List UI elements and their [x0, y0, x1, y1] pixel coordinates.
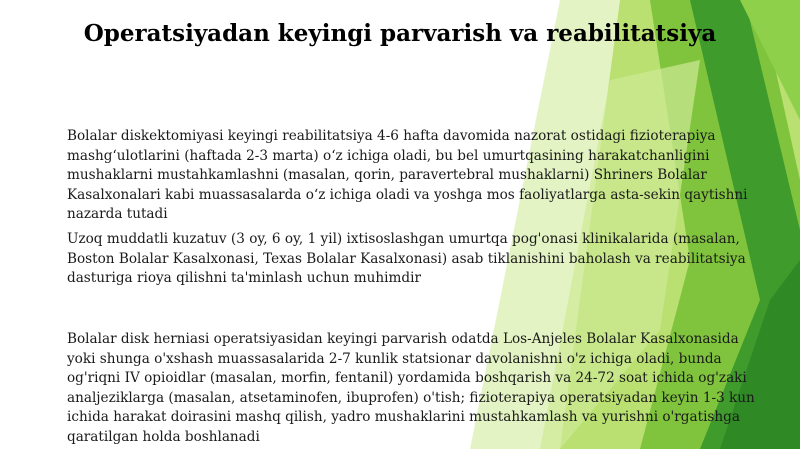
- slide-title: Operatsiyadan keyingi parvarish va reabilitatsiya: [83, 20, 717, 47]
- paragraph-postoperative-care: Bolalar disk herniasi operatsiyasidan keyingi parvarish odatda Los-Anjeles Bolalar Kasalxonasida yoki shunga o'xshash muassasalarida 2-7 kunlik statsionar davolanishni o'z ichiga oladi, bunda og'riqni IV opioidlar (masalan, morfin, fentanil) yordamida boshqarish va 24-72 soat ichida og'zaki analjeziklarga (masalan, atsetaminofen, ibuprofen) o'tish; fizioterapiya operatsiyadan keyin 1-3 kun ichida harakat doirasini mashq qilish, yadro mushaklarini mustahkamlash va yurishni o'rgatishga qaratilgan holda boshlanadi: [67, 331, 755, 445]
- paragraph-follow-up: Uzoq muddatli kuzatuv (3 oy, 6 oy, 1 yil) ixtisoslashgan umurtqa pog'onasi klinikalarida (masalan, Boston Bolalar Kasalxonasi, Texas Bolalar Kasalxonasi) asab tiklanishini baholash va reabilitatsiya dasturiga rioya qilishni ta'minlash uchun muhimdir: [67, 231, 746, 286]
- paragraph-rehabilitation: Bolalar diskektomiyasi keyingi reabilitatsiya 4-6 hafta davomida nazorat ostidagi fizioterapiya mashg‘ulotlarini (haftada 2-3 marta) o‘z ichiga oladi, bu bel umurtqasining harakatchanligini mushaklarni mustahkamlashni (masalan, qorin, paravertebral mushaklarni) Shriners Bolalar Kasalxonalari kabi muassasalarda o‘z ichiga oladi va yoshga mos faoliyatlarga asta-sekin qaytishni nazarda tutadi: [67, 128, 748, 222]
